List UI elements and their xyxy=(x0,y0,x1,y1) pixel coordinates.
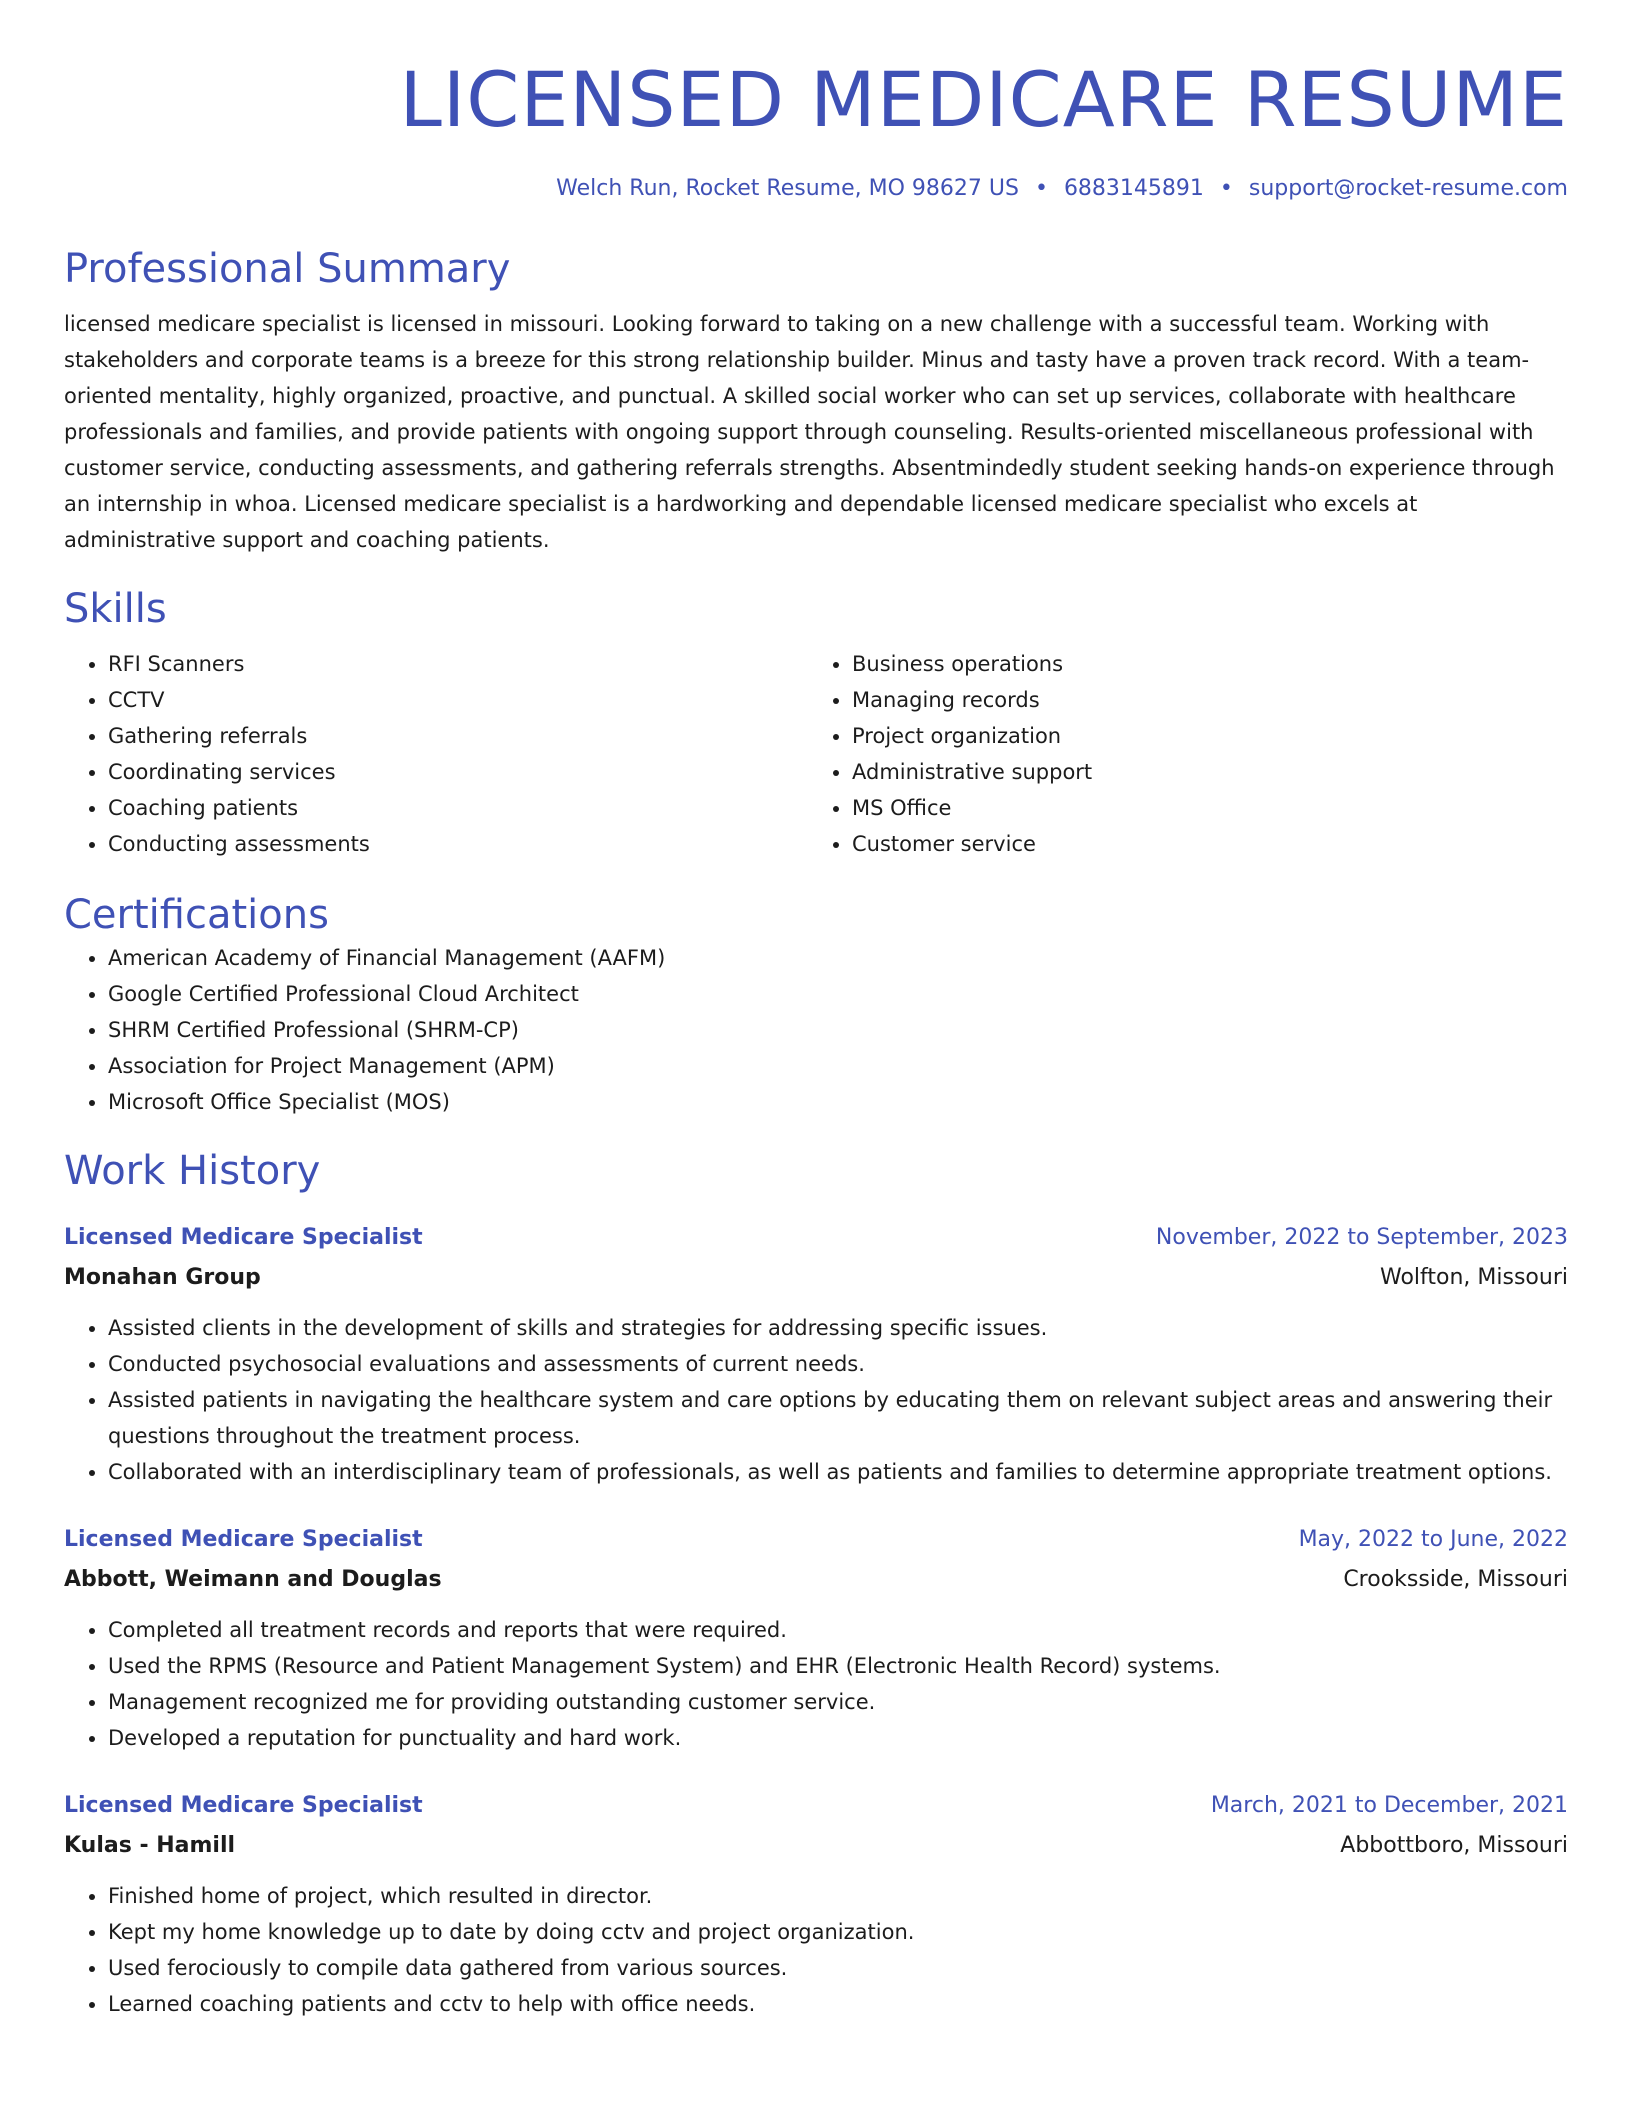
job-title: Licensed Medicare Specialist xyxy=(64,1527,423,1552)
job-bullet: • Finished home of project, which resulted in director. xyxy=(108,1878,1568,1914)
job-entry xyxy=(64,1786,1568,2022)
summary-text: licensed medicare specialist is licensed in missouri. Looking forward to taking on a new challenge with a successful team. Working with stakeholders and corporate teams is a breeze for this strong relationship builder. Minus and tasty have a proven track record. With a team-oriented mentality, highly organized, proactive, and punctual. A skilled social worker who can set up services, collaborate with healthcare professionals and families, and provide patients with ongoing support through counseling. Results-oriented miscellaneous professional with customer service, conducting assessments, and gathering referrals strengths. Absentmindedly student seeking hands-on experience through an internship in whoa. Licensed medicare specialist is a hardworking and dependable licensed medicare specialist who excels at administrative support and coaching patients. xyxy=(64,312,1555,552)
certifications-list xyxy=(64,940,1568,1120)
job-location: Abbottboro, Missouri xyxy=(1340,1833,1568,1858)
job-entry xyxy=(64,1218,1568,1490)
job-company-row xyxy=(64,1258,1568,1298)
job-company-row xyxy=(64,1826,1568,1866)
skill-item: • RFI Scanners xyxy=(108,646,808,682)
job-company: Monahan Group xyxy=(64,1265,261,1290)
job-bullet: • Assisted patients in navigating the healthcare system and care options by educating them on relevant subject areas and answering their questions throughout the treatment process. xyxy=(108,1382,1568,1454)
skills-heading: Skills xyxy=(64,586,167,632)
job-bullet: • Learned coaching patients and cctv to help with office needs. xyxy=(108,1986,1568,2022)
certifications-heading: Certifications xyxy=(64,892,329,938)
skill-item: • Project organization xyxy=(852,718,1552,754)
contact-separator: • xyxy=(1219,176,1233,201)
job-title: Licensed Medicare Specialist xyxy=(64,1793,423,1818)
skills-right-list xyxy=(808,646,1552,862)
job-title: Licensed Medicare Specialist xyxy=(64,1225,423,1250)
skill-item: • Conducting assessments xyxy=(108,826,808,862)
summary-heading: Professional Summary xyxy=(64,246,511,292)
contact-email: support@rocket-resume.com xyxy=(1248,176,1568,201)
job-bullet: • Kept my home knowledge up to date by doing cctv and project organization. xyxy=(108,1914,1568,1950)
contact-address: Welch Run, Rocket Resume, MO 98627 US xyxy=(556,176,1019,201)
job-location: Crooksside, Missouri xyxy=(1343,1567,1568,1592)
job-entry xyxy=(64,1520,1568,1756)
job-dates: March, 2021 to December, 2021 xyxy=(1210,1793,1568,1818)
job-company: Kulas - Hamill xyxy=(64,1833,236,1858)
job-bullet: • Conducted psychosocial evaluations and assessments of current needs. xyxy=(108,1346,1568,1382)
resume-name: LICENSED MEDICARE RESUME xyxy=(399,55,1568,144)
job-company: Abbott, Weimann and Douglas xyxy=(64,1567,442,1592)
resume-header xyxy=(64,0,1568,204)
job-bullet: • Management recognized me for providing outstanding customer service. xyxy=(108,1684,1568,1720)
job-bullets xyxy=(64,1612,1568,1756)
certification-item: • SHRM Certified Professional (SHRM-CP) xyxy=(108,1012,1568,1048)
job-dates: November, 2022 to September, 2023 xyxy=(1155,1225,1568,1250)
skill-item: • Coordinating services xyxy=(108,754,808,790)
job-bullet: • Used ferociously to compile data gathered from various sources. xyxy=(108,1950,1568,1986)
certification-item: • Google Certified Professional Cloud Architect xyxy=(108,976,1568,1012)
job-bullet: • Used the RPMS (Resource and Patient Management System) and EHR (Electronic Health Record) systems. xyxy=(108,1648,1568,1684)
job-company-row xyxy=(64,1560,1568,1600)
job-bullets xyxy=(64,1310,1568,1490)
certification-item: • American Academy of Financial Management (AAFM) xyxy=(108,940,1568,976)
skill-item: • MS Office xyxy=(852,790,1552,826)
skill-item: • Coaching patients xyxy=(108,790,808,826)
skill-item: • CCTV xyxy=(108,682,808,718)
skills-left-list xyxy=(64,646,808,862)
skill-item: • Managing records xyxy=(852,682,1552,718)
job-bullet: • Completed all treatment records and reports that were required. xyxy=(108,1612,1568,1648)
resume-page xyxy=(64,0,1568,2022)
job-title-row xyxy=(64,1786,1568,1826)
skills-columns xyxy=(64,646,1568,862)
job-bullets xyxy=(64,1878,1568,2022)
job-location: Wolfton, Missouri xyxy=(1380,1265,1568,1290)
job-title-row xyxy=(64,1218,1568,1258)
certification-item: • Microsoft Office Specialist (MOS) xyxy=(108,1084,1568,1120)
skill-item: • Business operations xyxy=(852,646,1552,682)
skill-item: • Administrative support xyxy=(852,754,1552,790)
job-dates: May, 2022 to June, 2022 xyxy=(1298,1527,1568,1552)
job-bullet: • Assisted clients in the development of skills and strategies for addressing specific issues. xyxy=(108,1310,1568,1346)
skill-item: • Gathering referrals xyxy=(108,718,808,754)
job-bullet: • Collaborated with an interdisciplinary team of professionals, as well as patients and families to determine appropriate treatment options. xyxy=(108,1454,1568,1490)
certification-item: • Association for Project Management (APM) xyxy=(108,1048,1568,1084)
work-history-heading: Work History xyxy=(64,1148,321,1194)
job-title-row xyxy=(64,1520,1568,1560)
job-bullet: • Developed a reputation for punctuality and hard work. xyxy=(108,1720,1568,1756)
skill-item: • Customer service xyxy=(852,826,1552,862)
contact-phone: 6883145891 xyxy=(1063,176,1204,201)
contact-separator: • xyxy=(1034,176,1048,201)
contact-line xyxy=(64,174,1568,204)
